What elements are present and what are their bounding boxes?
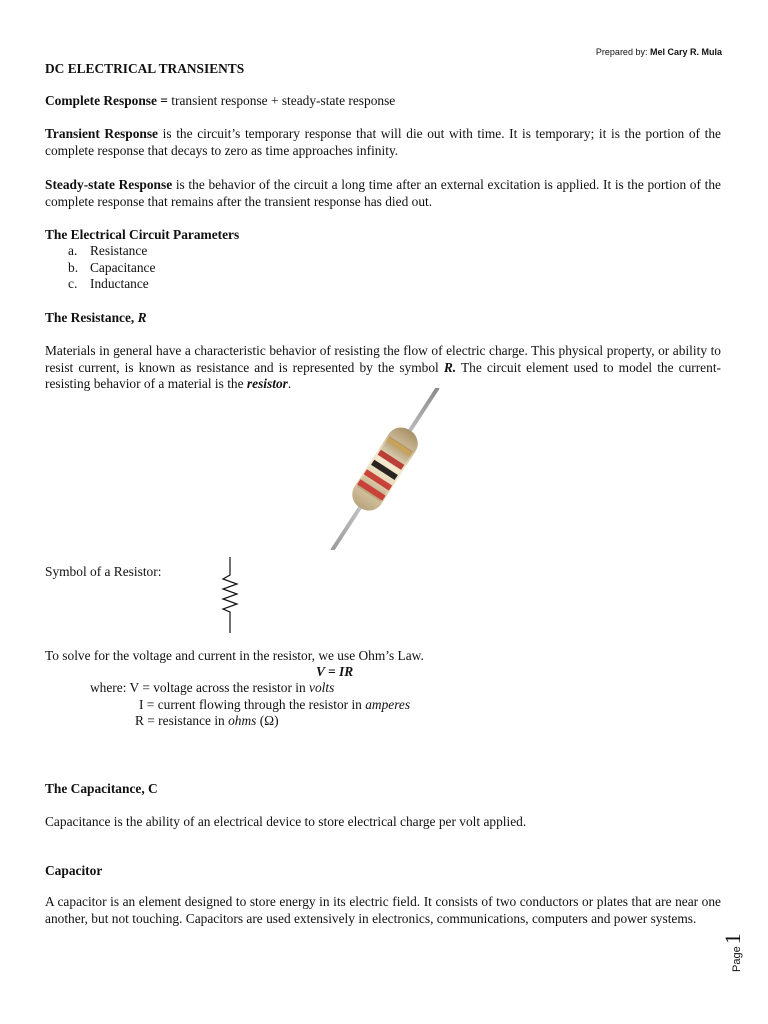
resistor-symbol-label: Symbol of a Resistor: xyxy=(45,564,162,579)
list-marker: a. xyxy=(68,243,78,258)
list-label: Inductance xyxy=(90,276,149,291)
list-label: Capacitance xyxy=(90,259,156,275)
where-voltage xyxy=(90,680,334,696)
page-label: Page xyxy=(731,946,743,972)
complete-response-paragraph xyxy=(45,93,721,110)
prepared-by-label: Prepared by: xyxy=(595,47,648,57)
ohms-law-formula: V = IR xyxy=(316,664,354,679)
where-resistance-text: R = resistance in xyxy=(135,713,229,728)
resistance-text-a: Materials in general have a characteristic behavior of resisting the flow of electric charge. This physical property, or ability to resist current, is known as resistance and is represented by the symbol xyxy=(45,343,721,375)
resistance-heading-symbol: R xyxy=(137,310,147,325)
complete-response-term: Complete Response = xyxy=(45,93,168,108)
where-resistance-symbol: (Ω) xyxy=(256,713,279,728)
list-item xyxy=(68,243,155,260)
resistance-paragraph xyxy=(45,343,721,393)
capacitor-heading: Capacitor xyxy=(45,863,103,878)
where-current-unit: amperes xyxy=(365,697,411,712)
capacitance-heading: The Capacitance, C xyxy=(45,781,158,796)
document-title: DC ELECTRICAL TRANSIENTS xyxy=(45,61,245,76)
page-number-value: 1 xyxy=(720,933,745,945)
where-resistance-unit: ohms xyxy=(228,713,257,728)
resistance-heading-text: The Resistance, xyxy=(45,310,138,325)
ohms-law-intro: To solve for the voltage and current in the resistor, we use Ohm’s Law. xyxy=(45,648,424,663)
resistance-text-end: . xyxy=(287,376,292,391)
list-item xyxy=(68,260,155,277)
complete-response-text: transient response + steady-state response xyxy=(167,93,396,108)
list-marker: c. xyxy=(68,276,78,291)
transient-response-text: is the circuit’s temporary response that will die out with time. It is temporary; it is the portion of the complete response that decays to zero as time approaches infinity. xyxy=(45,126,721,158)
page-number xyxy=(720,922,750,972)
resistor-symbol-icon xyxy=(218,557,242,633)
list-marker: b. xyxy=(68,259,79,275)
where-current-text: I = current flowing through the resistor in xyxy=(139,697,366,712)
list-label: Resistance xyxy=(90,243,148,258)
steady-state-text: is the behavior of the circuit a long time after an external excitation is applied. It is the portion of the complete response that remains after the transient response has died out. xyxy=(45,177,721,209)
where-voltage-text: where: V = voltage across the resistor in xyxy=(90,680,310,695)
prepared-by xyxy=(596,47,722,57)
where-resistance xyxy=(135,713,279,729)
transient-response-term: Transient Response xyxy=(45,126,159,141)
resistor-term: resistor xyxy=(246,376,288,391)
capacitor-paragraph: A capacitor is an element designed to store energy in its electric field. It consists of two conductors or plates that are near one another, but not touching. Capacitors are used extensively in electronics, communications, computers and power systems. xyxy=(45,894,721,926)
parameters-heading: The Electrical Circuit Parameters xyxy=(45,227,240,242)
list-item xyxy=(68,276,155,293)
capacitance-paragraph: Capacitance is the ability of an electrical device to store electrical charge per volt applied. xyxy=(45,814,527,829)
steady-state-term: Steady-state Response xyxy=(45,177,173,192)
prepared-by-name: Mel Cary R. Mula xyxy=(649,47,722,57)
steady-state-paragraph xyxy=(45,177,721,210)
resistance-symbol: R. xyxy=(443,359,457,375)
resistance-heading xyxy=(45,310,147,326)
resistor-photo xyxy=(300,388,470,550)
where-current xyxy=(139,697,410,713)
where-voltage-unit: volts xyxy=(309,680,335,695)
parameters-list xyxy=(68,243,155,293)
transient-response-paragraph xyxy=(45,126,721,159)
resistance-text-b: The circuit element used to model the current-resisting behavior of a material is the xyxy=(45,359,722,391)
